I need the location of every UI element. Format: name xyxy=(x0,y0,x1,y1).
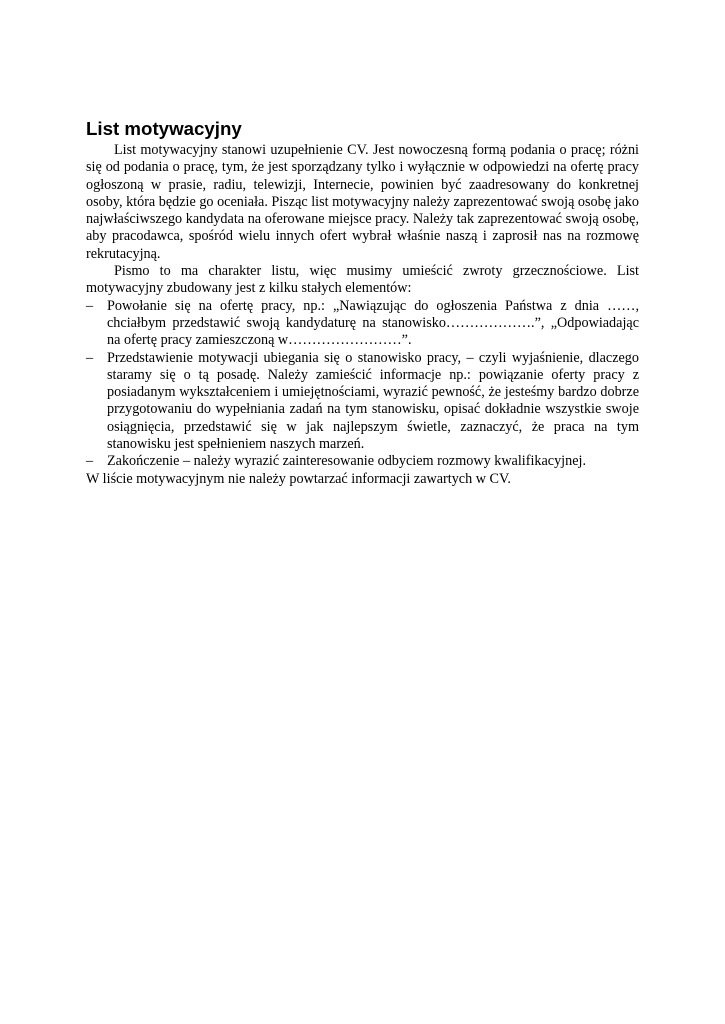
dash-bullet-icon: – xyxy=(86,453,94,470)
list-item xyxy=(86,350,639,454)
dash-bullet-icon: – xyxy=(86,297,94,314)
structure-paragraph: Pismo to ma charakter listu, więc musimy umieścić zwroty grzecznościowe. List motywacyjny zbudowany jest z kilku stałych elementów: xyxy=(86,263,639,297)
list-item xyxy=(86,298,639,350)
document-title: List motywacyjny xyxy=(86,118,242,139)
closing-paragraph: W liście motywacyjnym nie należy powtarzać informacji zawartych w CV. xyxy=(86,470,511,487)
list-item-text: Powołanie się na ofertę pracy, np.: „Nawiązując do ogłoszenia Państwa z dnia ……, chciałbym przedstawić swoją kandydaturę na stanowisko……………….”, „Odpowiadając na ofertę pracy zamieszczoną w……………………”. xyxy=(107,297,639,349)
list-item-text: Przedstawienie motywacji ubiegania się o stanowisko pracy, – czyli wyjaśnienie, dlaczego staramy się o tą posadę. Należy zamieścić informacje np.: powiązanie oferty pracy z posiadanym wykształceniem i umiejętnościami, wyrazić pewność, że jesteśmy bardzo dobrze przygotowaniu do wypełniania zadań na tym stanowisku, opisać dokładnie wszystkie swoje osiągnięcia, przedstawić się w jak najlepszym świetle, zaznaczyć, że praca na tym stanowisku jest spełnieniem naszych marzeń. xyxy=(107,349,639,453)
list-item xyxy=(86,453,639,470)
dash-bullet-icon: – xyxy=(86,349,94,366)
list-item-text: Zakończenie – należy wyrazić zainteresowanie odbyciem rozmowy kwalifikacyjnej. xyxy=(107,453,587,470)
intro-paragraph: List motywacyjny stanowi uzupełnienie CV. Jest nowoczesną formą podania o pracę; różni się od podania o pracę, tym, że jest sporządzany tylko i wyłącznie w odpowiedzi na ofertę pracy ogłoszoną w prasie, radiu, telewizji, Internecie, powinien być zaadresowany do konkretnej osoby, która będzie go oceniała. Pisząc list motywacyjny należy zaprezentować swoją osobę jako najwłaściwszego kandydata na oferowane miejsce pracy. Należy tak zaprezentować swoją osobę, aby pracodawca, spośród wielu innych ofert wybrał właśnie naszą i zaprosił nas na rozmowę rekrutacyjną. xyxy=(86,142,639,262)
elements-list xyxy=(86,298,639,471)
document-page xyxy=(86,118,639,488)
